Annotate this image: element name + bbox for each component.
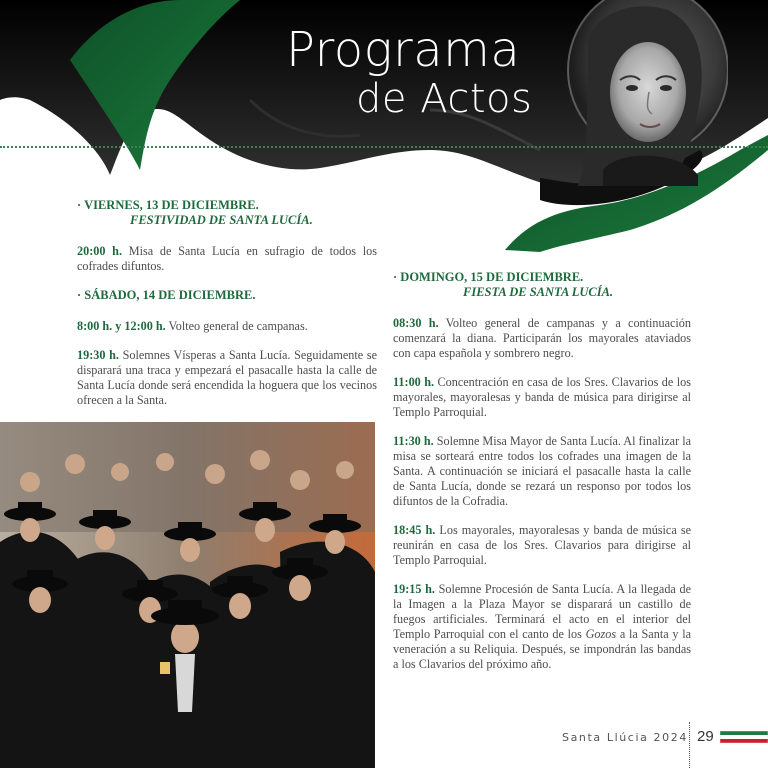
event-friday-2000: 20:00 h. Misa de Santa Lucía en sufragio de todos los cofrades difuntos. (77, 244, 377, 273)
festival-heading-friday: FESTIVIDAD DE SANTA LUCÍA. (130, 213, 313, 227)
event-sunday-1845: 18:45 h. Los mayorales, mayoralesas y banda de música se reunirán en casa de los Sres. Clavarios para dirigirse al Templo Parroquial. (393, 523, 691, 567)
day-heading-saturday: · SÁBADO, 14 DE DICIEMBRE. (77, 288, 256, 302)
event-sunday-0830: 08:30 h. Volteo general de campanas y a continuación comenzará la diana. Participarán los mayorales ataviados con capa española y sombrero negro. (393, 316, 691, 360)
program-left-column (77, 198, 377, 408)
procession-photo (0, 422, 375, 768)
page-number: 29 (697, 728, 714, 745)
saint-portrait (548, 0, 728, 186)
event-sunday-1100: 11:00 h. Concentración en casa de los Sres. Clavarios de los mayorales, mayoralesas y banda de música para dirigirse al Templo Parroquial. (393, 375, 691, 419)
footer-divider (689, 722, 690, 768)
dotted-divider (0, 146, 768, 148)
page-title-line1: Programa (286, 22, 521, 78)
event-saturday-1930: 19:30 h. Solemnes Vísperas a Santa Lucía. Seguidamente se disparará una traca y empezará el pasacalle hasta la calle de Santa Lucía donde será encendida la hoguera que los vecinos ofrecen a la Santa. (77, 348, 377, 407)
page-title-line2: de Actos (356, 76, 533, 122)
day-heading-friday: · VIERNES, 13 DE DICIEMBRE. (77, 198, 259, 212)
festival-heading-sunday: FIESTA DE SANTA LUCÍA. (463, 285, 614, 299)
event-sunday-1130: 11:30 h. Solemne Misa Mayor de Santa Lucía. Al finalizar la misa se sorteará entre todos los cofrades una imagen de la Santa. A continuación se iniciará el pasacalle hasta la calle de Santa Lucía, donde se rezará un responso por todos los difuntos de la Cofradia. (393, 434, 691, 508)
day-heading-sunday: · DOMINGO, 15 DE DICIEMBRE. (393, 270, 584, 284)
publication-name: Santa Llúcia 2024 (562, 731, 688, 744)
event-saturday-bells: 8:00 h. y 12:00 h. Volteo general de campanas. (77, 319, 308, 333)
event-sunday-1915: 19:15 h. Solemne Procesión de Santa Lucía. A la llegada de la Imagen a la Plaza Mayor se disparará un castillo de fuegos artificiales. Terminará el acto en el interior del Templo Parroquial con el canto de los Gozos a la Santa y la veneración a su Reliquia. Después, se impondrán las bandas a los Clavarios del próximo año. (393, 582, 691, 671)
program-right-column (393, 270, 691, 672)
flag-icon (720, 731, 768, 743)
